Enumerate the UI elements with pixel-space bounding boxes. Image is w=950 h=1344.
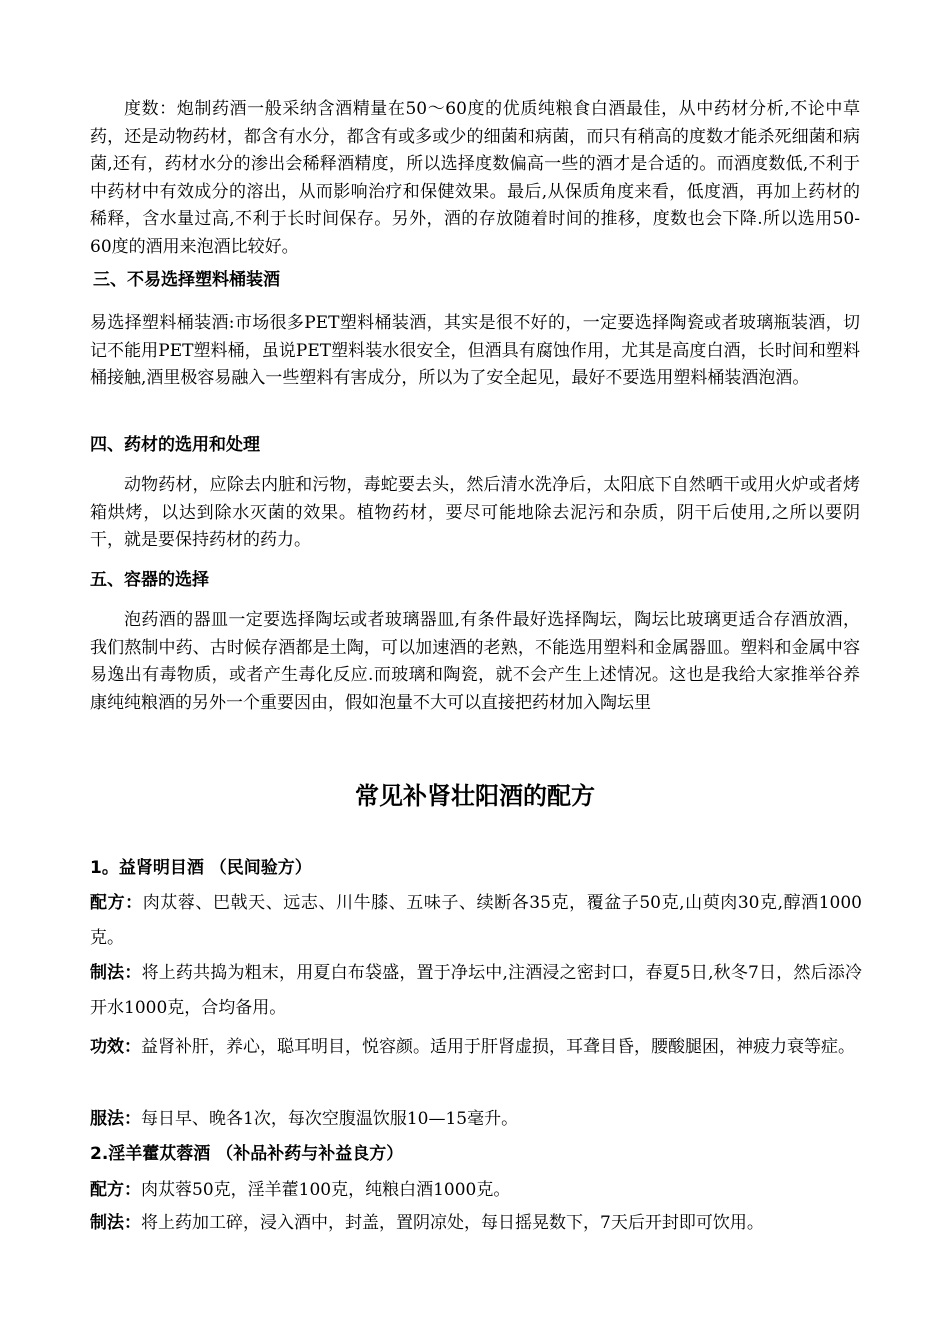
section-5-heading: 五、容器的选择 <box>90 570 209 590</box>
method-label: 制法： <box>90 1213 141 1233</box>
recipe-1-formula <box>90 886 862 956</box>
main-title: 常见补肾壮阳酒的配方 <box>355 782 595 810</box>
recipe-2-formula <box>90 1173 862 1208</box>
formula-text: 肉苁蓉50克，淫羊藿100克，纯粮白酒1000克。 <box>141 1180 511 1200</box>
recipe-1-method <box>90 956 862 1026</box>
usage-label: 服法： <box>90 1109 141 1129</box>
method-text: 将上药共捣为粗末，用夏白布袋盛，置于净坛中,注酒浸之密封口，春夏5日,秋冬7日，然后添冷开水1000克，合均备用。 <box>90 963 862 1018</box>
formula-label: 配方： <box>90 1180 141 1200</box>
section-4-heading: 四、药材的选用和处理 <box>90 435 260 455</box>
recipe-1-usage <box>90 1102 862 1137</box>
usage-text: 每日早、晚各1次，每次空腹温饮服10—15毫升。 <box>141 1109 519 1129</box>
degree-paragraph: 度数：炮制药酒一般采纳含酒精量在50～60度的优质纯粮食白酒最佳，从中药材分析,不论中草药，还是动物药材，都含有水分，都含有或多或少的细菌和病菌，而只有稍高的度数才能杀死细菌和病菌,还有，药材水分的渗出会稀释酒精度，所以选择度数偏高一些的酒才是合适的。而酒度数低,不利于中药材中有效成分的溶出，从而影响治疗和保健效果。最后,从保质角度来看，低度酒，再加上药材的稀释，含水量过高,不利于长时间保存。另外，酒的存放随着时间的推移，度数也会下降.所以选用50-60度的酒用来泡酒比较好。 <box>90 99 860 257</box>
recipe-2-method <box>90 1206 862 1241</box>
formula-text: 肉苁蓉、巴戟天、远志、川牛膝、五味子、续断各35克，覆盆子50克,山萸肉30克,醇酒1000克。 <box>90 893 862 948</box>
recipe-2-heading: 2.淫羊藿苁蓉酒 （补品补药与补益良方） <box>90 1144 404 1164</box>
section-5-body: 泡药酒的器皿一定要选择陶坛或者玻璃器皿,有条件最好选择陶坛，陶坛比玻璃更适合存酒放酒，我们熬制中药、古时候存酒都是土陶，可以加速酒的老熟，不能选用塑料和金属器皿。塑料和金属中容易逸出有毒物质，或者产生毒化反应.而玻璃和陶瓷，就不会产生上述情况。这也是我给大家推举谷养康纯纯粮酒的另外一个重要因由，假如泡量不大可以直接把药材加入陶坛里 <box>90 610 860 713</box>
section-3-heading: 三、不易选择塑料桶装酒 <box>93 270 280 290</box>
section-4-body: 动物药材，应除去内脏和污物，毒蛇要去头，然后清水洗净后，太阳底下自然晒干或用火炉或者烤箱烘烤，以达到除水灭菌的效果。植物药材，要尽可能地除去泥污和杂质，阴干后使用,之所以要阴干，就是要保持药材的药力。 <box>90 475 860 550</box>
effect-text: 益肾补肝，养心，聪耳明目，悦容颜。适用于肝肾虚损，耳聋目昏，腰酸腿困，神疲力衰等症。 <box>141 1037 855 1057</box>
section-3-body: 易选择塑料桶装酒:市场很多PET塑料桶装酒，其实是很不好的，一定要选择陶瓷或者玻璃瓶装酒，切记不能用PET塑料桶，虽说PET塑料装水很安全，但酒具有腐蚀作用，尤其是高度白酒，长时间和塑料桶接触,酒里极容易融入一些塑料有害成分，所以为了安全起见，最好不要选用塑料桶装酒泡酒。 <box>90 313 860 388</box>
recipe-1-heading: 1。益肾明目酒 （民间验方） <box>90 858 312 878</box>
recipe-1-effect <box>90 1030 862 1065</box>
formula-label: 配方： <box>90 893 143 913</box>
effect-label: 功效： <box>90 1037 141 1057</box>
method-label: 制法： <box>90 963 142 983</box>
method-text: 将上药加工碎，浸入酒中，封盖，置阴凉处，每日摇晃数下，7天后开封即可饮用。 <box>141 1213 764 1233</box>
